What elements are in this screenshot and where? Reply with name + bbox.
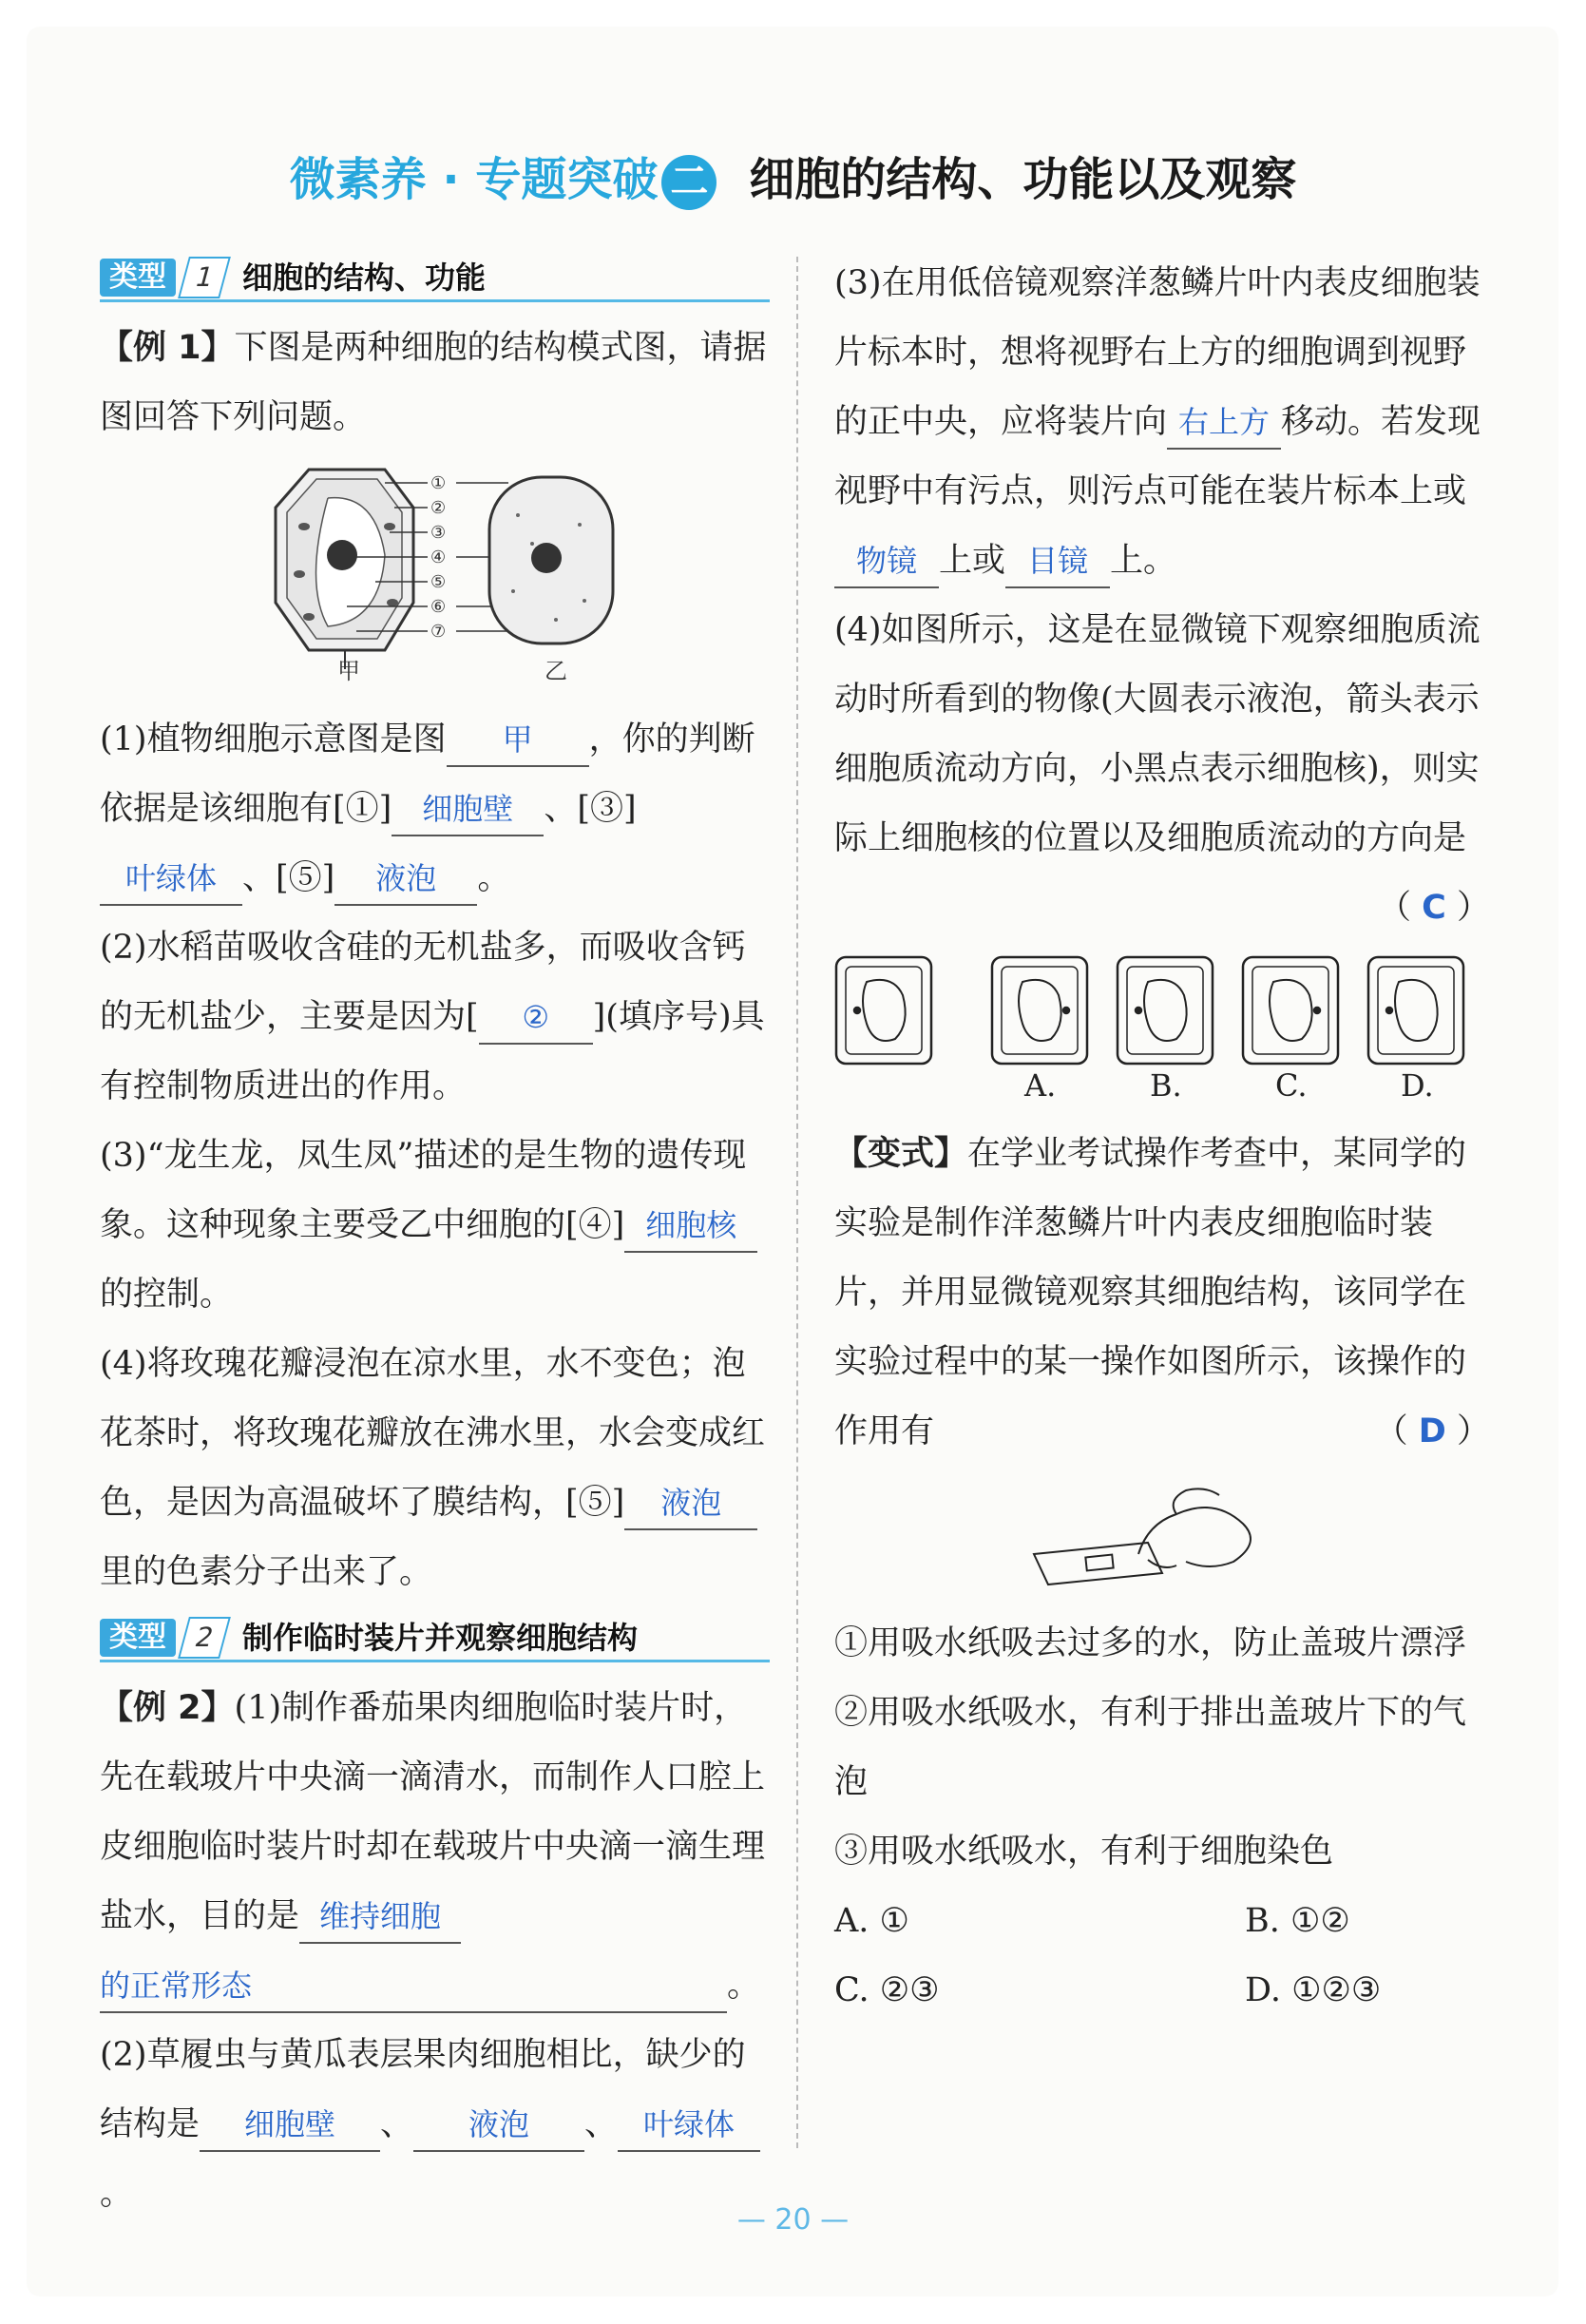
variant-option-c: C. ②③	[834, 1971, 940, 2009]
statement-2: ②用吸水纸吸水，有利于排出盖玻片下的气泡	[834, 1694, 1467, 1801]
cell-image-original	[836, 957, 931, 1064]
variant-option-a: A. ①	[834, 1902, 909, 1940]
section-underline	[100, 299, 770, 302]
statement-3: ③用吸水纸吸水，有利于细胞染色	[834, 1833, 1334, 1871]
answer-choice: C	[1422, 889, 1446, 927]
answer-blank: 细胞壁	[392, 783, 544, 836]
diagram-label-6: ⑥	[430, 597, 447, 617]
q-text: (4)如图所示，这是在显微镜下观察细胞质流动时所看到的物像(大圆表示液泡，箭头表示细胞质流动方向，小黑点表示细胞核)，则实际上细胞核的位置以及细胞质流动的方向是	[834, 611, 1481, 857]
column-divider	[796, 257, 798, 2148]
answer-blank: 液泡	[413, 2099, 584, 2152]
cell-figure	[100, 458, 770, 686]
diagram-number-labels	[430, 473, 446, 642]
plant-cell	[276, 470, 413, 669]
section-title: 细胞的结构、功能	[242, 259, 487, 296]
option-d-image	[1368, 957, 1463, 1064]
animal-cell	[489, 477, 613, 643]
left-column	[100, 249, 770, 2229]
q-text: 移动。若发现视野中有污点，则污点可能在装片标本上或	[834, 403, 1481, 510]
variant-question	[834, 1120, 1490, 1467]
example-2-q2	[100, 2021, 770, 2229]
q-text: (2)草履虫与黄瓜表层果肉细胞相比，缺少的结构是	[100, 2036, 746, 2143]
answer-blank: 叶绿体	[100, 853, 242, 906]
q-text: 、[③]	[544, 790, 637, 828]
blotting-figure	[834, 1467, 1490, 1609]
answer-blank: 维持细胞	[299, 1891, 461, 1944]
answer-bracket: （ C ）	[1378, 889, 1490, 927]
option-c-image	[1243, 957, 1338, 1064]
cell-diagram	[100, 458, 770, 686]
answer-blank: 叶绿体	[618, 2099, 760, 2152]
diagram-label-1: ①	[430, 473, 447, 493]
q-text: (3)在用低倍镜观察洋葱鳞片叶内表皮细胞装片标本时，想将视野右上方的细胞调到视野的正中央，应将装片向	[834, 264, 1481, 441]
title-prefix: 微素养 · 专题突破	[289, 153, 659, 206]
answer-blank: 右上方	[1167, 396, 1281, 450]
option-a-image	[992, 957, 1087, 1064]
cytoplasm-option-labels	[834, 1057, 1490, 1114]
answer-blank: 物镜	[834, 535, 939, 588]
answer-blank: 目镜	[1005, 535, 1110, 588]
section-number: 1	[178, 257, 231, 298]
answer-blank: 细胞核	[624, 1200, 757, 1253]
option-c-label: C.	[1275, 1067, 1308, 1104]
q-text: 。	[727, 1967, 761, 2005]
example-2-q4	[834, 596, 1490, 927]
page-number: — 20 —	[736, 2203, 850, 2237]
variant-option-b: B. ①②	[1245, 1902, 1350, 1940]
section-underline	[100, 1660, 770, 1662]
option-d-label: D.	[1401, 1067, 1434, 1104]
q-text: 。	[100, 2175, 134, 2213]
q-text: 。	[477, 859, 511, 897]
example-1-label: 【例 1】	[100, 329, 235, 367]
q-text: 、	[584, 2105, 619, 2143]
title-main: 细胞的结构、功能以及观察	[749, 153, 1297, 206]
statement-1: ①用吸水纸吸去过多的水，防止盖玻片漂浮	[834, 1624, 1467, 1662]
option-b-label: B.	[1150, 1067, 1182, 1104]
q-text: ](填序号)具有控制物质进出的作用。	[100, 998, 765, 1105]
variant-label: 【变式】	[834, 1135, 968, 1173]
option-a-label: A.	[1024, 1067, 1057, 1104]
section-title: 制作临时装片并观察细胞结构	[242, 1620, 639, 1656]
q-text: 里的色素分子出来了。	[100, 1553, 433, 1591]
figure-label-jia: 甲	[337, 658, 360, 684]
q-text: 上。	[1110, 542, 1177, 580]
variant-options-row-2	[834, 1956, 1490, 2026]
answer-blank: ②	[479, 991, 593, 1045]
variant-option-d: D. ①②③	[1245, 1971, 1382, 2009]
answer-blank: 液泡	[334, 853, 477, 906]
example-1-q2	[100, 913, 770, 1122]
example-1-q3	[100, 1122, 770, 1330]
q-text: ，你的判断依据是该细胞有[①]	[100, 720, 755, 828]
q-text: (1)植物细胞示意图是图	[100, 720, 447, 759]
q-text: (3)“龙生龙，凤生凤”描述的是生物的遗传现象。这种现象主要受乙中细胞的[④]	[100, 1137, 747, 1244]
answer-blank: 甲	[447, 714, 589, 767]
q-text: 在学业考试操作考查中，某同学的实验是制作洋葱鳞片叶内表皮细胞临时装片，并用显微镜观察其细胞结构，该同学在实验过程中的某一操作如图所示，该操作的作用有	[834, 1135, 1467, 1450]
answer-blank: 液泡	[624, 1477, 757, 1530]
section-tag: 类型	[100, 1619, 176, 1657]
section-1-header	[100, 253, 770, 302]
example-2-q3	[834, 249, 1490, 596]
blotting-diagram	[834, 1467, 1490, 1609]
q-text: 、	[380, 2105, 414, 2143]
example-2-q1	[100, 1674, 770, 2021]
q-text: (1)制作番茄果肉细胞临时装片时，先在载玻片中央滴一滴清水，而制作人口腔上皮细胞临时装片时却在载玻片中央滴一滴生理盐水，目的是	[100, 1689, 766, 1935]
option-b-image	[1118, 957, 1213, 1064]
example-1-q4	[100, 1330, 770, 1607]
q-text: 的控制。	[100, 1276, 234, 1314]
cytoplasm-options-figure	[834, 891, 1490, 1057]
q-text: 、[⑤]	[242, 859, 335, 897]
example-2-label: 【例 2】	[100, 1689, 235, 1727]
figure-label-yi: 乙	[545, 658, 567, 684]
section-number: 2	[178, 1617, 231, 1659]
diagram-label-2: ②	[430, 498, 447, 518]
example-1-text: 下图是两种细胞的结构模式图，请据图回答下列问题。	[100, 329, 767, 436]
variant-options-row-1	[834, 1887, 1490, 1956]
example-1-q1	[100, 705, 770, 913]
example-1-intro	[100, 314, 770, 452]
title-number-badge: 二	[661, 155, 717, 210]
diagram-label-5: ⑤	[430, 572, 447, 592]
q-text: 上或	[939, 542, 1006, 580]
answer-bracket: （ D ）	[1374, 1412, 1490, 1450]
section-2-header	[100, 1613, 770, 1662]
diagram-label-3: ③	[430, 523, 447, 543]
page-title	[0, 143, 1586, 210]
answer-blank: 细胞壁	[200, 2099, 380, 2152]
answer-choice: D	[1418, 1412, 1446, 1450]
section-tag: 类型	[100, 259, 176, 297]
q-text: (4)将玫瑰花瓣浸泡在凉水里，水不变色；泡花茶时，将玫瑰花瓣放在沸水里，水会变成红色，是因为高温破坏了膜结构，[⑤]	[100, 1345, 766, 1522]
diagram-label-4: ④	[430, 547, 447, 567]
answer-blank: 的正常形态	[100, 1960, 727, 2013]
right-column	[834, 249, 1490, 2026]
q-text: (2)水稻苗吸收含硅的无机盐多，而吸收含钙的无机盐少，主要是因为[	[100, 929, 746, 1036]
diagram-label-7: ⑦	[430, 622, 447, 642]
